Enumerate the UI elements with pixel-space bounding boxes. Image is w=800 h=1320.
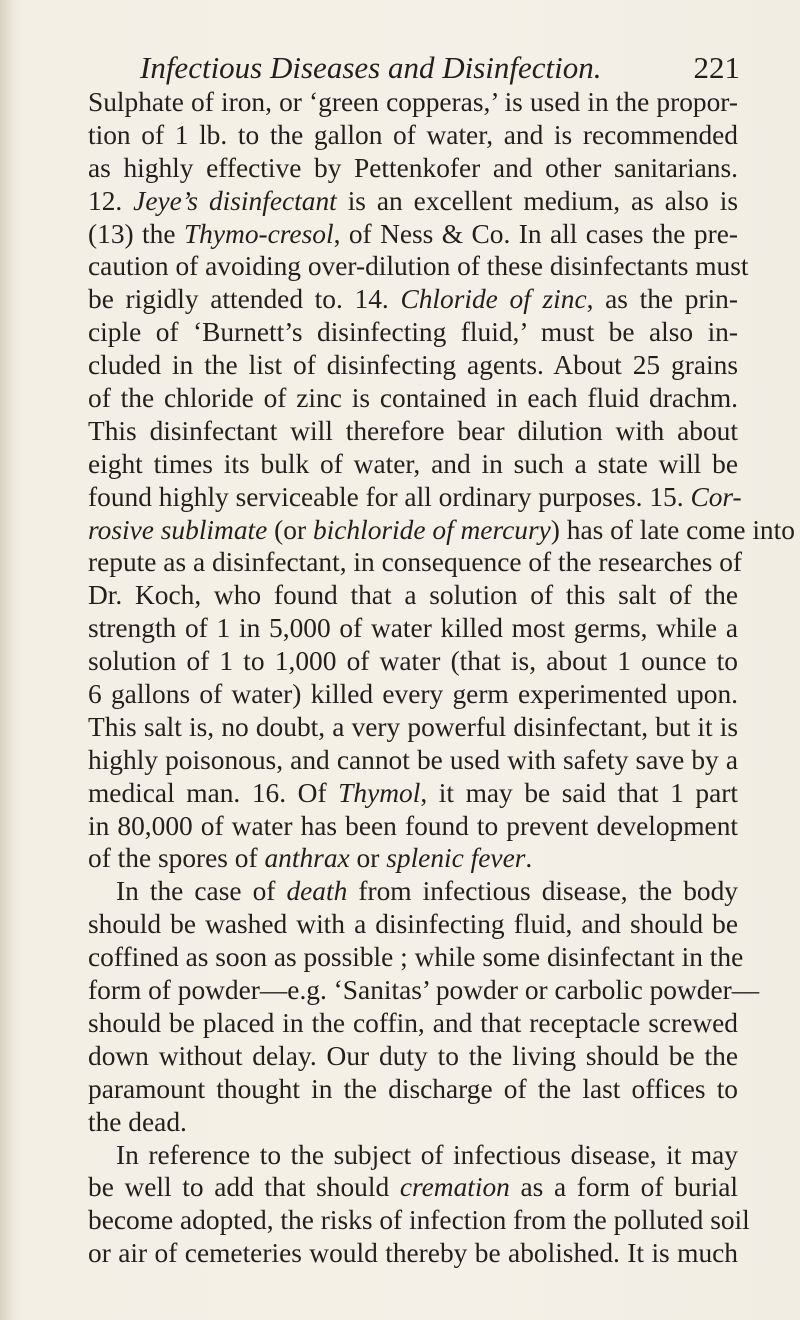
text-line xyxy=(88,415,738,448)
text-segment: strength of 1 in 5,000 of water killed most germs, while a xyxy=(88,613,738,644)
text-segment: coffined as soon as possible ; while some disinfectant in the xyxy=(88,942,744,973)
page-gutter-shadow xyxy=(0,0,14,1320)
text-line xyxy=(88,678,738,711)
text-segment: from infectious disease, the body xyxy=(347,876,738,907)
text-segment: This salt is, no doubt, a very powerful disinfectant, but it is xyxy=(88,711,738,742)
text-line xyxy=(88,119,738,152)
text-line xyxy=(88,152,738,185)
text-segment: found highly serviceable for all ordinary purposes. 15. xyxy=(88,481,691,512)
text-segment: of the chloride of zinc is contained in each fluid drachm. xyxy=(88,383,738,414)
text-line xyxy=(88,1171,738,1204)
text-segment: highly poisonous, and cannot be used with safety save by a xyxy=(88,744,738,775)
text-segment: In the case of xyxy=(116,876,287,907)
text-segment: . xyxy=(525,843,533,874)
page-header xyxy=(140,48,740,88)
text-line xyxy=(88,283,738,316)
text-line xyxy=(88,1106,738,1139)
text-segment: This disinfectant will therefore bear dilution with about xyxy=(88,415,738,446)
text-segment: become adopted, the risks of infection from the polluted soil xyxy=(88,1205,750,1236)
italic-term: bichloride of mercury xyxy=(312,514,551,545)
running-head: Infectious Diseases and Disinfection. xyxy=(140,50,602,85)
italic-term: rosive sublimate xyxy=(88,514,268,545)
italic-term: Chloride of zinc xyxy=(400,284,587,315)
italic-term: anthrax xyxy=(264,843,350,874)
text-line xyxy=(88,1204,750,1237)
italic-term: Cor- xyxy=(690,481,742,512)
text-line xyxy=(88,1073,738,1106)
text-line xyxy=(88,1040,738,1073)
text-segment: Sulphate of iron, or ‘green copperas,’ is used in the propor- xyxy=(88,87,738,117)
text-segment: ) has of late come into xyxy=(550,514,795,545)
text-line xyxy=(88,448,738,481)
italic-term: Thymo-cresol xyxy=(183,218,334,249)
text-line xyxy=(88,349,738,382)
body-text xyxy=(88,86,795,1270)
text-line xyxy=(88,185,738,218)
text-line xyxy=(88,941,744,974)
text-segment: down without delay. Our duty to the living should be the xyxy=(88,1040,738,1071)
text-segment: solution of 1 to 1,000 of water (that is, about 1 ounce to xyxy=(88,646,738,677)
italic-term: Thymol xyxy=(338,777,421,808)
italic-term: death xyxy=(286,876,348,907)
text-segment: should be washed with a disinfecting fluid, and should be xyxy=(88,909,738,940)
italic-term: Jeye’s disinfectant xyxy=(133,185,337,216)
text-segment: Dr. Koch, who found that a solution of this salt of the xyxy=(88,580,738,611)
text-line xyxy=(88,1237,738,1270)
text-segment: 6 gallons of water) killed every germ experimented upon. xyxy=(88,679,738,710)
text-line xyxy=(88,1139,738,1172)
text-line xyxy=(88,382,738,415)
text-segment: In reference to the subject of infectious disease, it may xyxy=(116,1139,738,1170)
text-line xyxy=(88,546,743,579)
text-segment: eight times its bulk of water, and in such a state will be xyxy=(88,448,738,479)
page-number: 221 xyxy=(693,50,740,85)
text-line xyxy=(88,645,738,678)
text-segment: caution of avoiding over-dilution of these disinfectants must xyxy=(88,251,749,282)
text-segment: or air of cemeteries would thereby be abolished. It is much xyxy=(88,1238,738,1269)
text-line xyxy=(88,86,738,119)
text-segment: 12. xyxy=(88,185,134,216)
text-segment: cluded in the list of disinfecting agents. About 25 grains xyxy=(88,350,738,381)
text-segment: tion of 1 lb. to the gallon of water, and is recommended xyxy=(88,119,738,150)
text-line xyxy=(88,777,738,810)
italic-term: splenic fever xyxy=(386,843,526,874)
text-segment: be rigidly attended to. 14. xyxy=(88,284,401,315)
text-segment: , as the prin- xyxy=(586,284,738,315)
text-segment: , it may be said that 1 part xyxy=(420,777,738,808)
text-segment: should be placed in the coffin, and that receptacle screwed xyxy=(88,1007,738,1038)
text-line xyxy=(88,612,738,645)
text-segment: in 80,000 of water has been found to prevent development xyxy=(88,810,738,841)
text-segment: form of powder—e.g. ‘Sanitas’ powder or carbolic powder— xyxy=(88,975,760,1006)
text-segment: medical man. 16. Of xyxy=(88,777,339,808)
text-segment: or xyxy=(349,843,387,874)
text-line xyxy=(88,1007,738,1040)
text-line xyxy=(88,974,760,1007)
text-line xyxy=(88,316,738,349)
text-line xyxy=(88,810,738,843)
text-line xyxy=(88,218,738,251)
text-segment: of the spores of xyxy=(88,843,265,874)
text-line xyxy=(88,250,749,283)
text-segment: , of Ness & Co. In all cases the pre- xyxy=(333,218,738,249)
italic-term: cremation xyxy=(399,1172,510,1203)
text-segment: repute as a disinfectant, in consequence of the researches of xyxy=(88,547,743,578)
text-segment: as highly effective by Pettenkofer and other sanitarians. xyxy=(88,152,738,183)
text-line xyxy=(88,875,738,908)
text-segment: (or xyxy=(267,514,313,545)
text-line xyxy=(88,842,738,875)
text-line xyxy=(88,514,795,547)
text-line xyxy=(88,481,742,514)
text-segment: paramount thought in the discharge of the last offices to xyxy=(88,1073,738,1104)
text-line xyxy=(88,711,738,744)
text-line xyxy=(88,908,738,941)
text-segment: ciple of ‘Burnett’s disinfecting fluid,’ must be also in- xyxy=(88,317,738,348)
text-segment: (13) the xyxy=(88,218,184,249)
text-line xyxy=(88,579,738,612)
text-segment: as a form of burial xyxy=(509,1172,738,1203)
text-segment: is an excellent medium, as also is xyxy=(336,185,739,216)
text-segment: the dead. xyxy=(88,1106,187,1137)
text-line xyxy=(88,744,738,777)
text-segment: be well to add that should xyxy=(88,1172,400,1203)
